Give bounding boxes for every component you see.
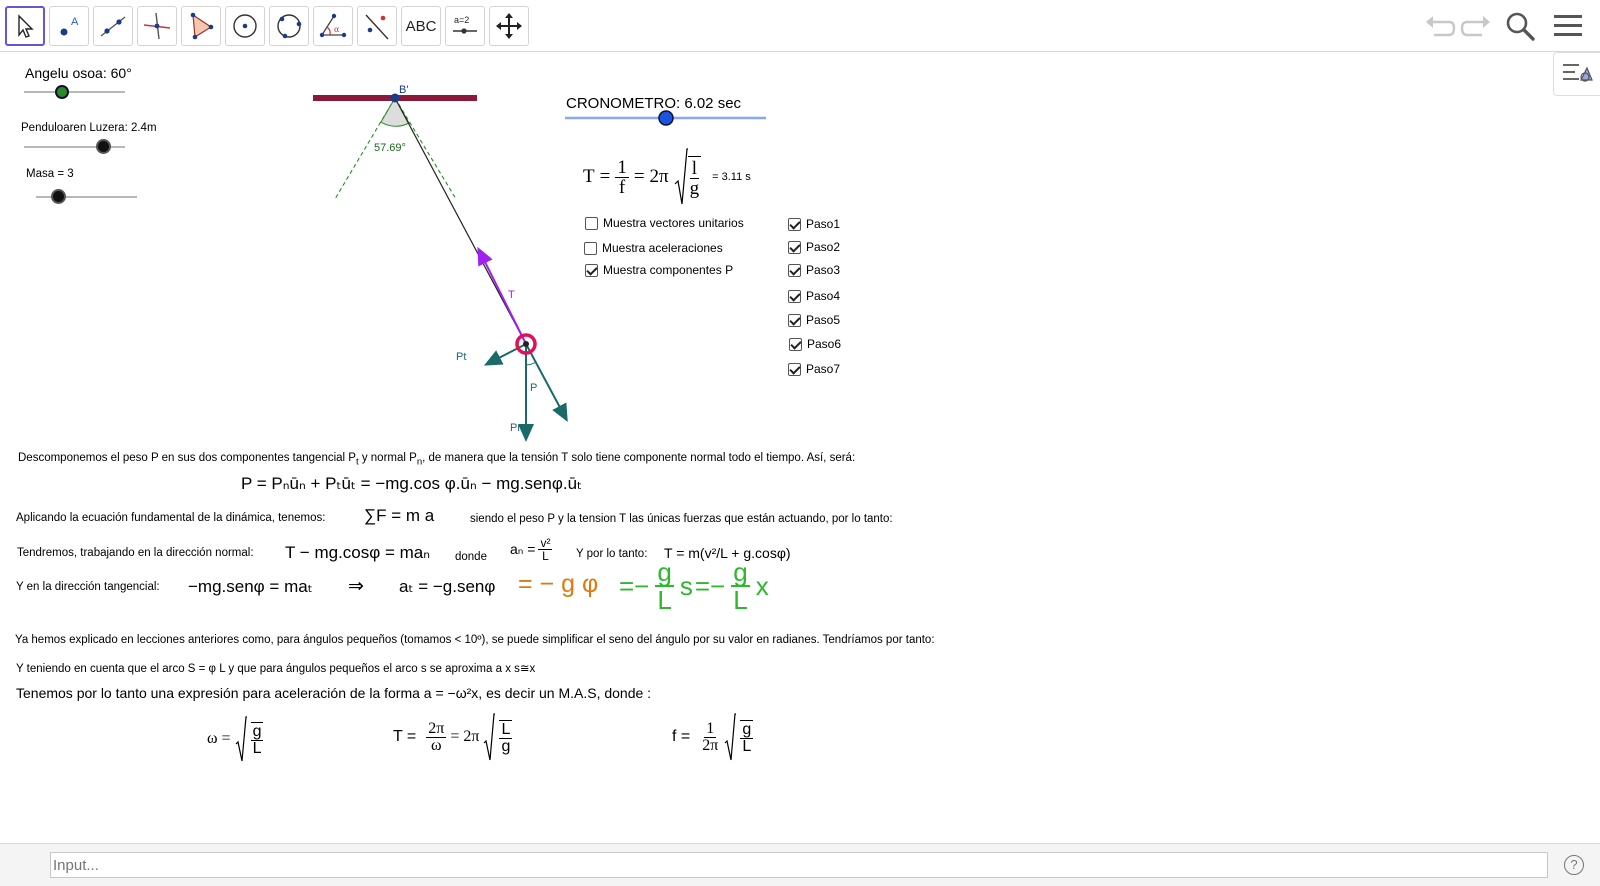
- pendulum-string: [395, 98, 526, 344]
- checkbox-paso5[interactable]: [788, 313, 840, 327]
- sqrt-den: g: [689, 178, 700, 199]
- period-sqrt-den: g: [501, 737, 511, 755]
- polygon-tool-button[interactable]: [181, 6, 221, 46]
- text-line-7: Tenemos por lo tanto una expresión para aceleración de la forma a = −ω²x, es decir un M.A.S, donde :: [16, 685, 652, 701]
- sqrt-l-over-g: [674, 148, 702, 206]
- omega-den: L: [252, 739, 262, 757]
- checkbox-box[interactable]: [584, 242, 597, 255]
- checkbox-paso1[interactable]: [788, 217, 840, 231]
- perpendicular-icon: [142, 11, 172, 41]
- subscript-t: t: [355, 456, 359, 468]
- angle-icon: [318, 11, 348, 41]
- text-line-1-part-a: Descomponemos el peso P en sus dos componentes tangencial P: [18, 452, 356, 464]
- checkbox-box[interactable]: [788, 290, 801, 303]
- polygon-icon: [186, 11, 216, 41]
- checkbox-paso7[interactable]: [788, 362, 840, 376]
- frequency-lhs: f =: [672, 728, 691, 745]
- sqrt-sign: [674, 148, 688, 206]
- algebra-input-field[interactable]: [50, 852, 1548, 878]
- period-T: T: [583, 166, 595, 187]
- frequency-formula: [672, 713, 753, 761]
- circle-three-points-icon: [274, 11, 304, 41]
- input-bar: [0, 843, 1600, 886]
- green-s: s: [679, 570, 693, 601]
- checkbox-label: Muestra aceleraciones: [602, 241, 723, 255]
- checkbox-paso2[interactable]: [788, 240, 840, 254]
- pt-label: Pt: [456, 351, 467, 363]
- text-tool-label: ABC: [405, 17, 437, 35]
- checkbox-box[interactable]: [788, 218, 801, 231]
- subscript-n: n: [416, 456, 423, 468]
- checkbox-box[interactable]: [788, 363, 801, 376]
- checkbox-label: Paso5: [806, 313, 841, 327]
- implies-arrow: ⇒: [348, 576, 364, 597]
- slider-tool-button[interactable]: [445, 6, 485, 46]
- frequency-frac-num: 1: [706, 719, 715, 737]
- p-label: P: [530, 382, 538, 394]
- search-icon: [1502, 8, 1538, 44]
- graphics-view[interactable]: [0, 53, 1600, 843]
- normal-equation: T − mg.cosφ = maₙ: [285, 543, 431, 562]
- text-line-1-part-c: , de manera que la tensión T solo tiene componente normal todo el tiempo. Así, será:: [422, 452, 856, 464]
- angle-value-label: 57.69°: [374, 142, 406, 154]
- text-line-3: Tendremos, trabajando en la dirección normal:: [17, 547, 254, 559]
- green-frac-den-2: L: [733, 585, 748, 615]
- tangential-equation: −mg.senφ = maₜ: [188, 577, 313, 596]
- checkbox-paso4[interactable]: [788, 289, 840, 303]
- cursor-arrow-icon: [10, 11, 40, 41]
- tension-label: T: [508, 289, 515, 301]
- move-tool-button[interactable]: [5, 6, 45, 46]
- reflect-line-icon: [362, 11, 392, 41]
- two-pi: 2π: [649, 166, 669, 187]
- omega-formula: [207, 716, 263, 762]
- pn-label: Pn: [510, 422, 524, 434]
- por-tanto-label: Y por lo tanto:: [576, 548, 648, 560]
- redo-button[interactable]: [1458, 8, 1494, 49]
- undo-button[interactable]: [1422, 8, 1458, 49]
- checkbox-label: Paso2: [806, 240, 841, 254]
- checkbox-box[interactable]: [585, 264, 598, 277]
- text-line-1: [18, 452, 855, 467]
- circle-center-icon: [230, 11, 260, 41]
- slider-tool-label: a=2: [454, 15, 470, 25]
- period-formula: T = $\frac{1}{f}$ = 2π $\frac{l}{g}$ = 3.11 s: [583, 148, 751, 206]
- angle-tool-button[interactable]: [313, 6, 353, 46]
- an-num: v²: [540, 536, 551, 550]
- bob-center: [523, 341, 529, 347]
- text-line-2b: siendo el peso P y la tension T las únicas fuerzas que están actuando, por lo tanto:: [470, 513, 893, 525]
- checkbox-paso3[interactable]: [788, 263, 840, 277]
- slider-icon: [450, 11, 480, 41]
- checkbox-label: Paso4: [806, 289, 841, 303]
- green-frac-den-1: L: [657, 585, 672, 615]
- undo-icon: [1422, 8, 1458, 44]
- donde-label: donde: [455, 551, 487, 563]
- frequency-sqrt-den: L: [742, 737, 752, 755]
- tangential-acceleration: aₜ = −g.senφ: [399, 577, 496, 596]
- alpha-label: α: [334, 25, 340, 34]
- frac-num: 1: [617, 156, 627, 178]
- sqrt-num: l: [691, 158, 698, 179]
- an-lhs: aₙ =: [510, 541, 536, 557]
- weight-angle-arc: [526, 362, 536, 365]
- checkbox-label: Muestra vectores unitarios: [603, 216, 744, 230]
- hamburger-menu-icon: [1550, 8, 1586, 44]
- omega-num: g: [252, 722, 262, 740]
- circle-tool-button[interactable]: [225, 6, 265, 46]
- sqrt-sign: [235, 716, 247, 762]
- search-button[interactable]: [1502, 8, 1538, 49]
- frequency-sqrt-num: g: [742, 720, 752, 738]
- period-lhs: T =: [393, 728, 417, 745]
- small-angle-approx: = − g φ: [518, 570, 599, 598]
- sqrt-sign: [483, 713, 495, 761]
- text-line-1-part-b: y normal P: [358, 452, 417, 464]
- help-icon[interactable]: ?: [1564, 855, 1584, 875]
- checkbox-accelerations[interactable]: [584, 241, 723, 255]
- green-x: x: [755, 570, 769, 601]
- angle-slider-label: Angelu osoa: 60°: [25, 65, 132, 81]
- one-over-f: [615, 158, 629, 197]
- pivot-label: B': [399, 84, 409, 96]
- period-frac-num: 2π: [428, 719, 445, 737]
- weight-decomposition-equation: P = Pₙūₙ + Pₜūₜ = −mg.cos φ.ūₙ − mg.senφ.ūₜ: [241, 474, 583, 493]
- checkbox-label: Muestra componentes P: [603, 263, 734, 277]
- checkbox-box[interactable]: [788, 314, 801, 327]
- checkbox-label: Paso6: [807, 337, 842, 351]
- line-tool-button[interactable]: [93, 6, 133, 46]
- normal-acceleration-formula: [510, 537, 552, 562]
- green-frac-num-1: g: [657, 557, 672, 587]
- reflect-tool-button[interactable]: [357, 6, 397, 46]
- an-den: L: [542, 549, 549, 563]
- checkbox-unit-vectors[interactable]: [585, 216, 744, 230]
- redo-icon: [1458, 8, 1494, 44]
- text-line-6: Y teniendo en cuenta que el arco S = φ L y que para ángulos pequeños el arco s se aproxima a x s≅x: [16, 663, 536, 675]
- line-icon: [98, 11, 128, 41]
- chrono-label: CRONOMETRO: 6.02 sec: [566, 95, 742, 112]
- text-line-4: Y en la dirección tangencial:: [16, 581, 160, 593]
- green-frac-num-2: g: [733, 557, 748, 587]
- period-result: = 3.11 s: [712, 171, 751, 183]
- period-eq-2pi: = 2π: [450, 728, 480, 745]
- normal-component-vector: [526, 344, 564, 415]
- green-equals-2: =−: [694, 570, 726, 601]
- green-expression: [619, 559, 769, 613]
- toolbar: [0, 0, 1600, 52]
- omega-lhs: ω =: [207, 730, 231, 747]
- checkbox-box[interactable]: [585, 217, 598, 230]
- checkbox-components-p[interactable]: [585, 263, 733, 277]
- period-formula-bottom: [393, 713, 512, 761]
- point-label: A: [71, 16, 79, 28]
- sqrt-sign: [724, 713, 736, 761]
- green-equals-1: =−: [619, 570, 650, 601]
- checkbox-label: Paso1: [806, 217, 841, 231]
- text-tool-button[interactable]: [401, 6, 441, 46]
- chrono-slider-knob[interactable]: [659, 111, 673, 125]
- checkbox-paso6[interactable]: [789, 337, 841, 351]
- perpendicular-tool-button[interactable]: [137, 6, 177, 46]
- text-line-2: Aplicando la ecuación fundamental de la dinámica, tenemos:: [16, 512, 326, 524]
- period-frac-den: ω: [431, 736, 442, 754]
- point-tool-button[interactable]: [49, 6, 89, 46]
- point-icon: [54, 11, 84, 41]
- frequency-frac-den: 2π: [702, 736, 719, 754]
- circle-three-points-tool-button[interactable]: [269, 6, 309, 46]
- checkbox-label: Paso7: [806, 362, 841, 376]
- checkbox-box[interactable]: [789, 338, 802, 351]
- period-sqrt-num: L: [501, 720, 511, 738]
- frac-den: f: [618, 176, 626, 198]
- checkbox-label: Paso3: [806, 263, 841, 277]
- main-menu-button[interactable]: [1550, 8, 1586, 49]
- newton-equation: ∑F = m a: [364, 506, 435, 525]
- mass-slider-label: Masa = 3: [26, 168, 74, 180]
- move-graphics-tool-button[interactable]: [489, 6, 529, 46]
- tension-equation: T = m(v²/L + g.cosφ): [664, 545, 791, 561]
- checkbox-box[interactable]: [788, 264, 801, 277]
- checkbox-box[interactable]: [788, 241, 801, 254]
- length-slider-label: Penduloaren Luzera: 2.4m: [21, 122, 157, 134]
- tension-vector: [481, 254, 525, 342]
- move-arrows-icon: [494, 11, 524, 41]
- text-line-5: Ya hemos explicado en lecciones anteriores como, para ángulos pequeños (tomamos < 10º), se puede simplificar el seno del ángulo por su valor en radianes. Tendríamos por tanto:: [15, 634, 935, 646]
